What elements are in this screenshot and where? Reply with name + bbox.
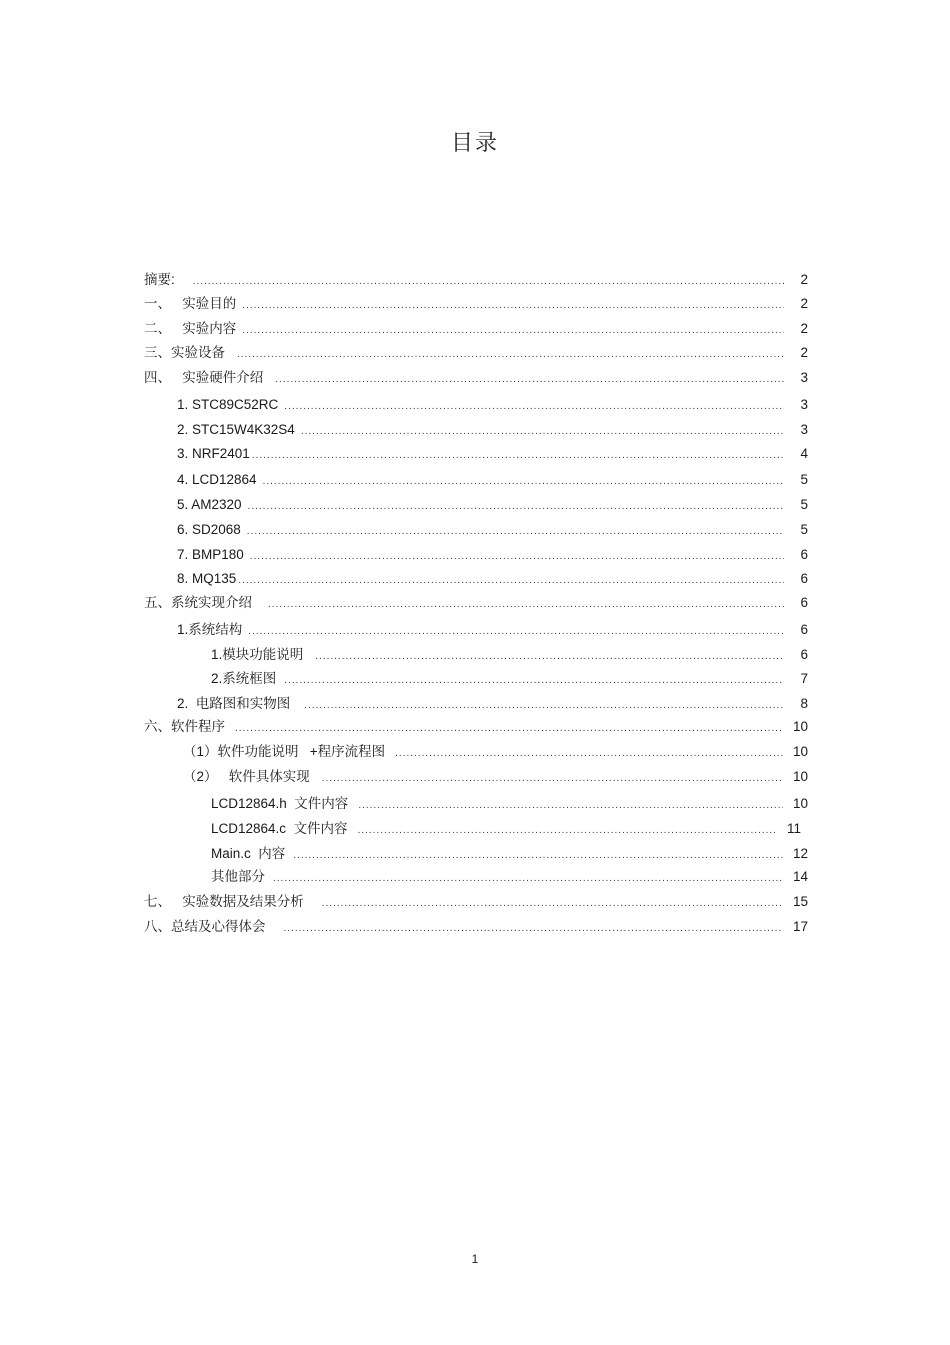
toc-label: 摘要:: [144, 272, 175, 287]
toc-entry-results: [144, 892, 808, 912]
toc-page: 5: [800, 497, 808, 512]
toc-page: 3: [800, 370, 808, 385]
toc-entry-lcd-header: [211, 794, 808, 814]
toc-label: 1. STC89C52RC: [177, 397, 279, 412]
toc-label: 2. 电路图和实物图: [177, 696, 291, 711]
toc-entry-structure: [177, 620, 808, 640]
toc-leader: [242, 321, 784, 341]
toc-page: 17: [792, 919, 808, 934]
toc-entry-summary: [144, 917, 808, 937]
toc-page: 8: [800, 696, 808, 711]
toc-page: 3: [800, 397, 808, 412]
toc-label: 五、系统实现介绍: [144, 595, 252, 610]
toc-leader: [275, 370, 784, 390]
toc-entry-lcd-source: [211, 819, 801, 839]
toc-leader: [235, 719, 783, 739]
toc-leader: [268, 595, 784, 615]
toc-entry-modules: [211, 645, 808, 665]
toc-entry-purpose: [144, 294, 808, 314]
toc-page: 3: [800, 422, 808, 437]
toc-page: 14: [792, 869, 808, 884]
toc-label: 3. NRF2401: [177, 446, 250, 461]
toc-leader: [293, 846, 783, 866]
toc-label: 2.系统框图: [211, 671, 277, 686]
toc-entry-circuit: [177, 694, 808, 714]
toc-leader: [284, 671, 784, 691]
toc-entry-nrf2401: [177, 444, 808, 464]
toc-page: 10: [792, 719, 808, 734]
toc-label: 5. AM2320: [177, 497, 242, 512]
toc-entry-abstract: [144, 270, 808, 290]
toc-label: 其他部分: [211, 869, 265, 884]
toc-leader: [358, 821, 777, 841]
toc-entry-content: [144, 319, 808, 339]
toc-page: 12: [792, 846, 808, 861]
toc-page: 11: [786, 821, 801, 836]
toc-label: 6. SD2068: [177, 522, 241, 537]
toc-leader: [193, 272, 784, 292]
toc-page: 5: [800, 472, 808, 487]
toc-leader: [322, 769, 783, 789]
toc-label: （2） 软件具体实现: [183, 769, 310, 784]
toc-page: 6: [800, 547, 808, 562]
toc-page: 2: [800, 345, 808, 360]
toc-label: 三、实验设备: [144, 345, 225, 360]
toc-label: 1.系统结构: [177, 622, 243, 637]
toc-leader: [304, 696, 784, 716]
toc-leader: [248, 497, 784, 517]
toc-label: LCD12864.c 文件内容: [211, 821, 348, 836]
toc-page: 5: [800, 522, 808, 537]
toc-label: 4. LCD12864: [177, 472, 257, 487]
toc-leader: [237, 345, 784, 365]
toc-entry-sd2068: [177, 520, 808, 540]
toc-leader: [273, 869, 783, 889]
toc-leader: [252, 446, 784, 466]
toc-entry-stc89c52rc: [177, 395, 808, 415]
toc-leader: [263, 472, 784, 492]
toc-label: 七、 实验数据及结果分析: [144, 894, 304, 909]
page-number: 1: [471, 1252, 479, 1266]
toc-leader: [238, 571, 784, 591]
toc-page: 15: [792, 894, 808, 909]
toc-leader: [248, 622, 784, 642]
toc-leader: [284, 919, 783, 939]
toc-label: Main.c 内容: [211, 846, 286, 861]
toc-leader: [301, 422, 784, 442]
toc-entry-software-impl: [183, 767, 808, 787]
toc-entry-software: [144, 717, 808, 737]
toc-page: 2: [800, 272, 808, 287]
toc-label: 1.模块功能说明: [211, 647, 304, 662]
toc-page: 10: [792, 744, 808, 759]
toc-entry-hardware: [144, 368, 808, 388]
toc-page: 10: [792, 769, 808, 784]
toc-label: 八、总结及心得体会: [144, 919, 266, 934]
toc-leader: [284, 397, 784, 417]
toc-label: 8. MQ135: [177, 571, 237, 586]
toc-entry-equipment: [144, 343, 808, 363]
toc-entry-main: [211, 844, 808, 864]
toc-page: 6: [800, 595, 808, 610]
toc-label: 六、软件程序: [144, 719, 225, 734]
toc-leader: [242, 296, 784, 316]
toc-leader: [358, 796, 783, 816]
toc-page: 2: [800, 321, 808, 336]
toc-leader: [250, 547, 784, 567]
page-title: 目录: [450, 131, 499, 156]
toc-leader: [247, 522, 784, 542]
toc-label: 四、 实验硬件介绍: [144, 370, 264, 385]
toc-entry-bmp180: [177, 545, 808, 565]
toc-entry-block-diagram: [211, 669, 808, 689]
toc-label: 2. STC15W4K32S4: [177, 422, 295, 437]
toc-label: 二、 实验内容: [144, 321, 237, 336]
toc-entry-lcd12864: [177, 470, 808, 490]
toc-leader: [315, 647, 784, 667]
toc-label: （1）软件功能说明 +程序流程图: [183, 744, 386, 759]
toc-leader: [322, 894, 783, 914]
toc-entry-others: [211, 867, 808, 887]
toc-page: 6: [800, 571, 808, 586]
toc-page: 10: [792, 796, 808, 811]
toc-entry-mq135: [177, 569, 808, 589]
toc-page: 6: [800, 647, 808, 662]
toc-entry-am2320: [177, 495, 808, 515]
toc-leader: [395, 744, 783, 764]
toc-entry-stc15w4k32s4: [177, 420, 808, 440]
toc-page: 6: [800, 622, 808, 637]
toc-page: 4: [800, 446, 808, 461]
toc-page: 7: [800, 671, 808, 686]
toc-label: 一、 实验目的: [144, 296, 237, 311]
toc-entry-system: [144, 593, 808, 613]
toc-label: 7. BMP180: [177, 547, 244, 562]
toc-label: LCD12864.h 文件内容: [211, 796, 349, 811]
toc-page: 2: [800, 296, 808, 311]
toc-entry-software-function: [183, 742, 808, 762]
